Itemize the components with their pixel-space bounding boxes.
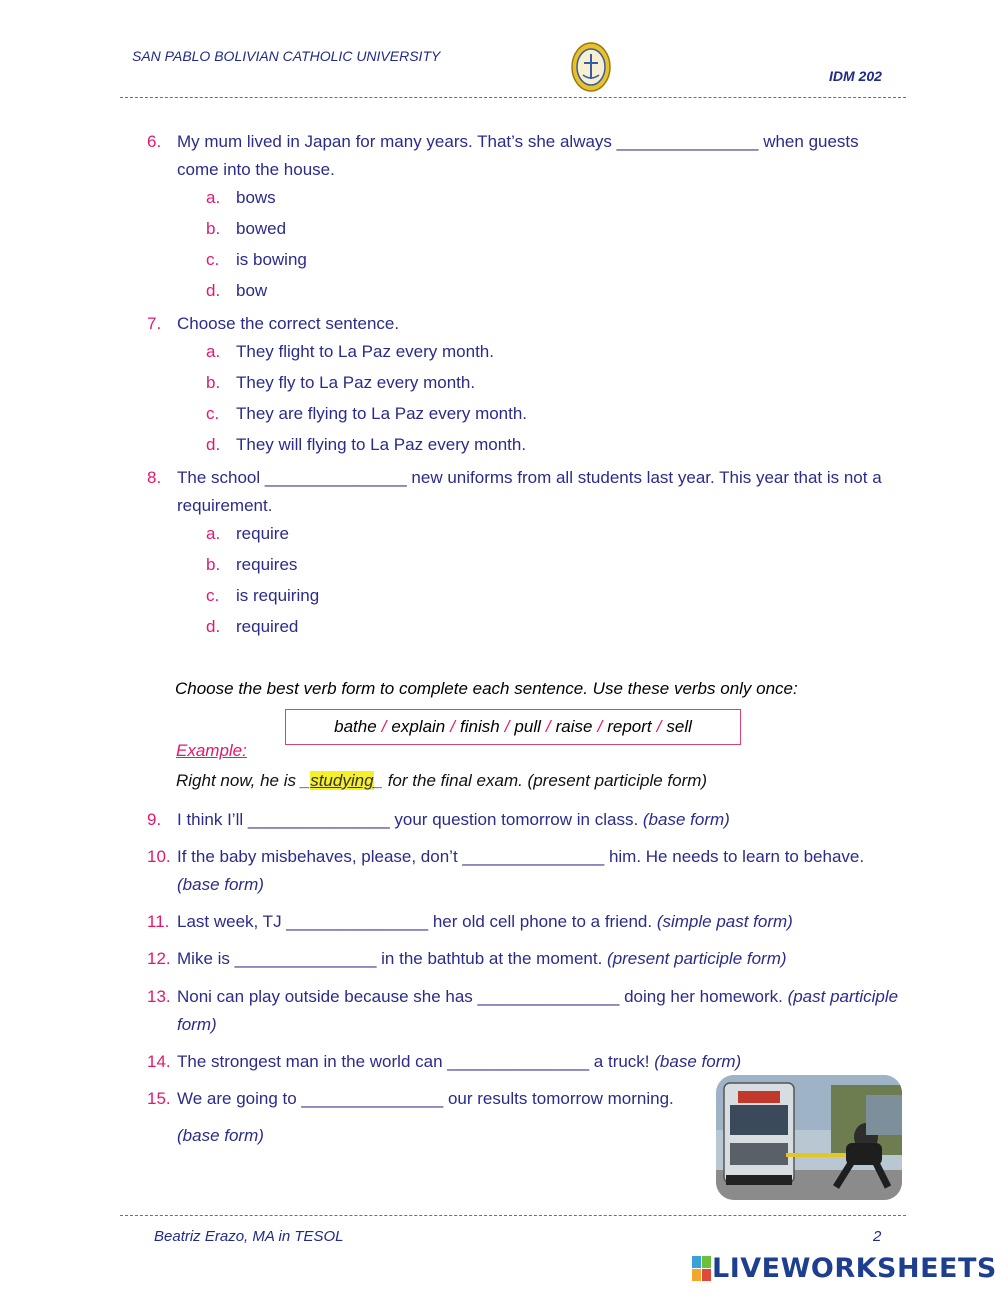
question-body: If the baby misbehaves, please, don’t _______________ him. He needs to learn to behave. [177,847,865,866]
question-12 [0,945,1000,975]
form-hint: (past participle form) [177,987,899,1034]
example-colon: : [242,741,247,760]
option-text: requires [236,555,298,574]
option-letter: b. [206,373,221,392]
question-number: 14. [147,1052,171,1071]
question-6 [0,128,1000,188]
example-after: _ for the final exam. (present participle form) [373,771,708,790]
example-before: Right now, he is _ [176,771,311,790]
example-label-text: Example [176,741,243,760]
question-text [177,1048,902,1076]
form-hint: (base form) [177,875,264,894]
liveworksheets-mark-icon [692,1256,712,1282]
option-letter: a. [206,342,221,361]
question-9 [0,806,1000,836]
option-text: is bowing [236,250,307,269]
option-text: They are flying to La Paz every month. [236,404,528,423]
option-text: require [236,524,289,543]
form-hint: (base form) [654,1052,742,1071]
option-letter: a. [206,188,221,207]
option-text: required [236,617,299,636]
question-13 [0,983,1000,1043]
option-text: They fly to La Paz every month. [236,373,476,392]
question-6-options [0,188,1000,312]
question-number: 10. [147,847,171,866]
verb-item: raise [555,717,593,736]
option-text: bowed [236,219,287,238]
option-letter: a. [206,524,221,543]
option-letter: d. [206,281,221,300]
question-text [177,983,902,1039]
page-number: 2 [873,1228,882,1245]
brand-name: LIVEWORKSHEETS [712,1253,997,1284]
question-text [177,908,902,936]
question-body: Mike is _______________ in the bathtub at the moment. [177,949,608,968]
question-number: 7. [147,314,162,333]
option-letter: d. [206,617,221,636]
header-divider [120,97,906,98]
verb-item: finish [460,717,500,736]
example-label [176,741,247,761]
question-number: 12. [147,949,171,968]
question-11 [0,908,1000,938]
option-text: is requiring [236,586,320,605]
verb-bank: bathe / explain / finish / pull / raise / report / sell [285,709,741,745]
question-text [177,1085,707,1113]
option-letter: b. [206,555,221,574]
question-10 [0,843,1000,903]
question-8 [0,464,1000,524]
question-text [177,806,902,834]
question-text: The school _______________ new uniforms from all students last year. This year that is not a requirement. [177,468,882,515]
question-number: 9. [147,810,162,829]
university-name: SAN PABLO BOLIVIAN CATHOLIC UNIVERSITY [132,48,441,64]
question-7-options [0,342,1000,466]
verb-item: bathe [334,717,377,736]
question-number: 15. [147,1089,171,1108]
option-letter: c. [206,586,220,605]
question-number: 13. [147,987,171,1006]
question-text [177,945,902,973]
form-hint: (base form) [177,1126,264,1145]
example-sentence [176,771,707,791]
question-text: My mum lived in Japan for many years. That’s she always _______________ when guests come into the house. [177,132,859,179]
option-text: bow [236,281,268,300]
section-instruction: Choose the best verb form to complete each sentence. Use these verbs only once: [175,679,798,698]
verb-item: sell [666,717,692,736]
option-text: They will flying to La Paz every month. [236,435,527,454]
footer-divider [120,1215,906,1216]
question-14 [0,1048,1000,1078]
option-letter: b. [206,219,221,238]
verb-item: report [607,717,652,736]
form-hint: (present participle form) [607,949,787,968]
course-code: IDM 202 [829,68,882,84]
option-letter: c. [206,250,220,269]
verb-item: explain [391,717,446,736]
question-number: 11. [147,912,170,931]
verb-item: pull [514,717,541,736]
liveworksheets-logo [692,1253,997,1284]
question-text: Choose the correct sentence. [177,314,400,333]
example-answer: studying [310,771,374,790]
option-text: They flight to La Paz every month. [236,342,494,361]
question-number: 8. [147,468,162,487]
question-text [177,843,902,899]
author-name: Beatriz Erazo, MA in TESOL [154,1228,344,1245]
option-letter: c. [206,404,220,423]
question-body: Last week, TJ _______________ her old cell phone to a friend. [177,912,657,931]
strongman-truck-photo [716,1075,902,1200]
form-hint: (base form) [642,810,730,829]
option-letter: d. [206,435,221,454]
question-8-options [0,524,1000,648]
form-hint: (simple past form) [656,912,793,931]
question-number: 6. [147,132,162,151]
question-body: I think I’ll _______________ your question tomorrow in class. [177,810,643,829]
option-text: bows [236,188,276,207]
question-body: The strongest man in the world can _______________ a truck! [177,1052,655,1071]
question-7 [0,310,1000,340]
university-seal-icon [571,41,611,93]
question-body: We are going to _______________ our results tomorrow morning. [177,1089,674,1108]
question-body: Noni can play outside because she has _______________ doing her homework. [177,987,788,1006]
